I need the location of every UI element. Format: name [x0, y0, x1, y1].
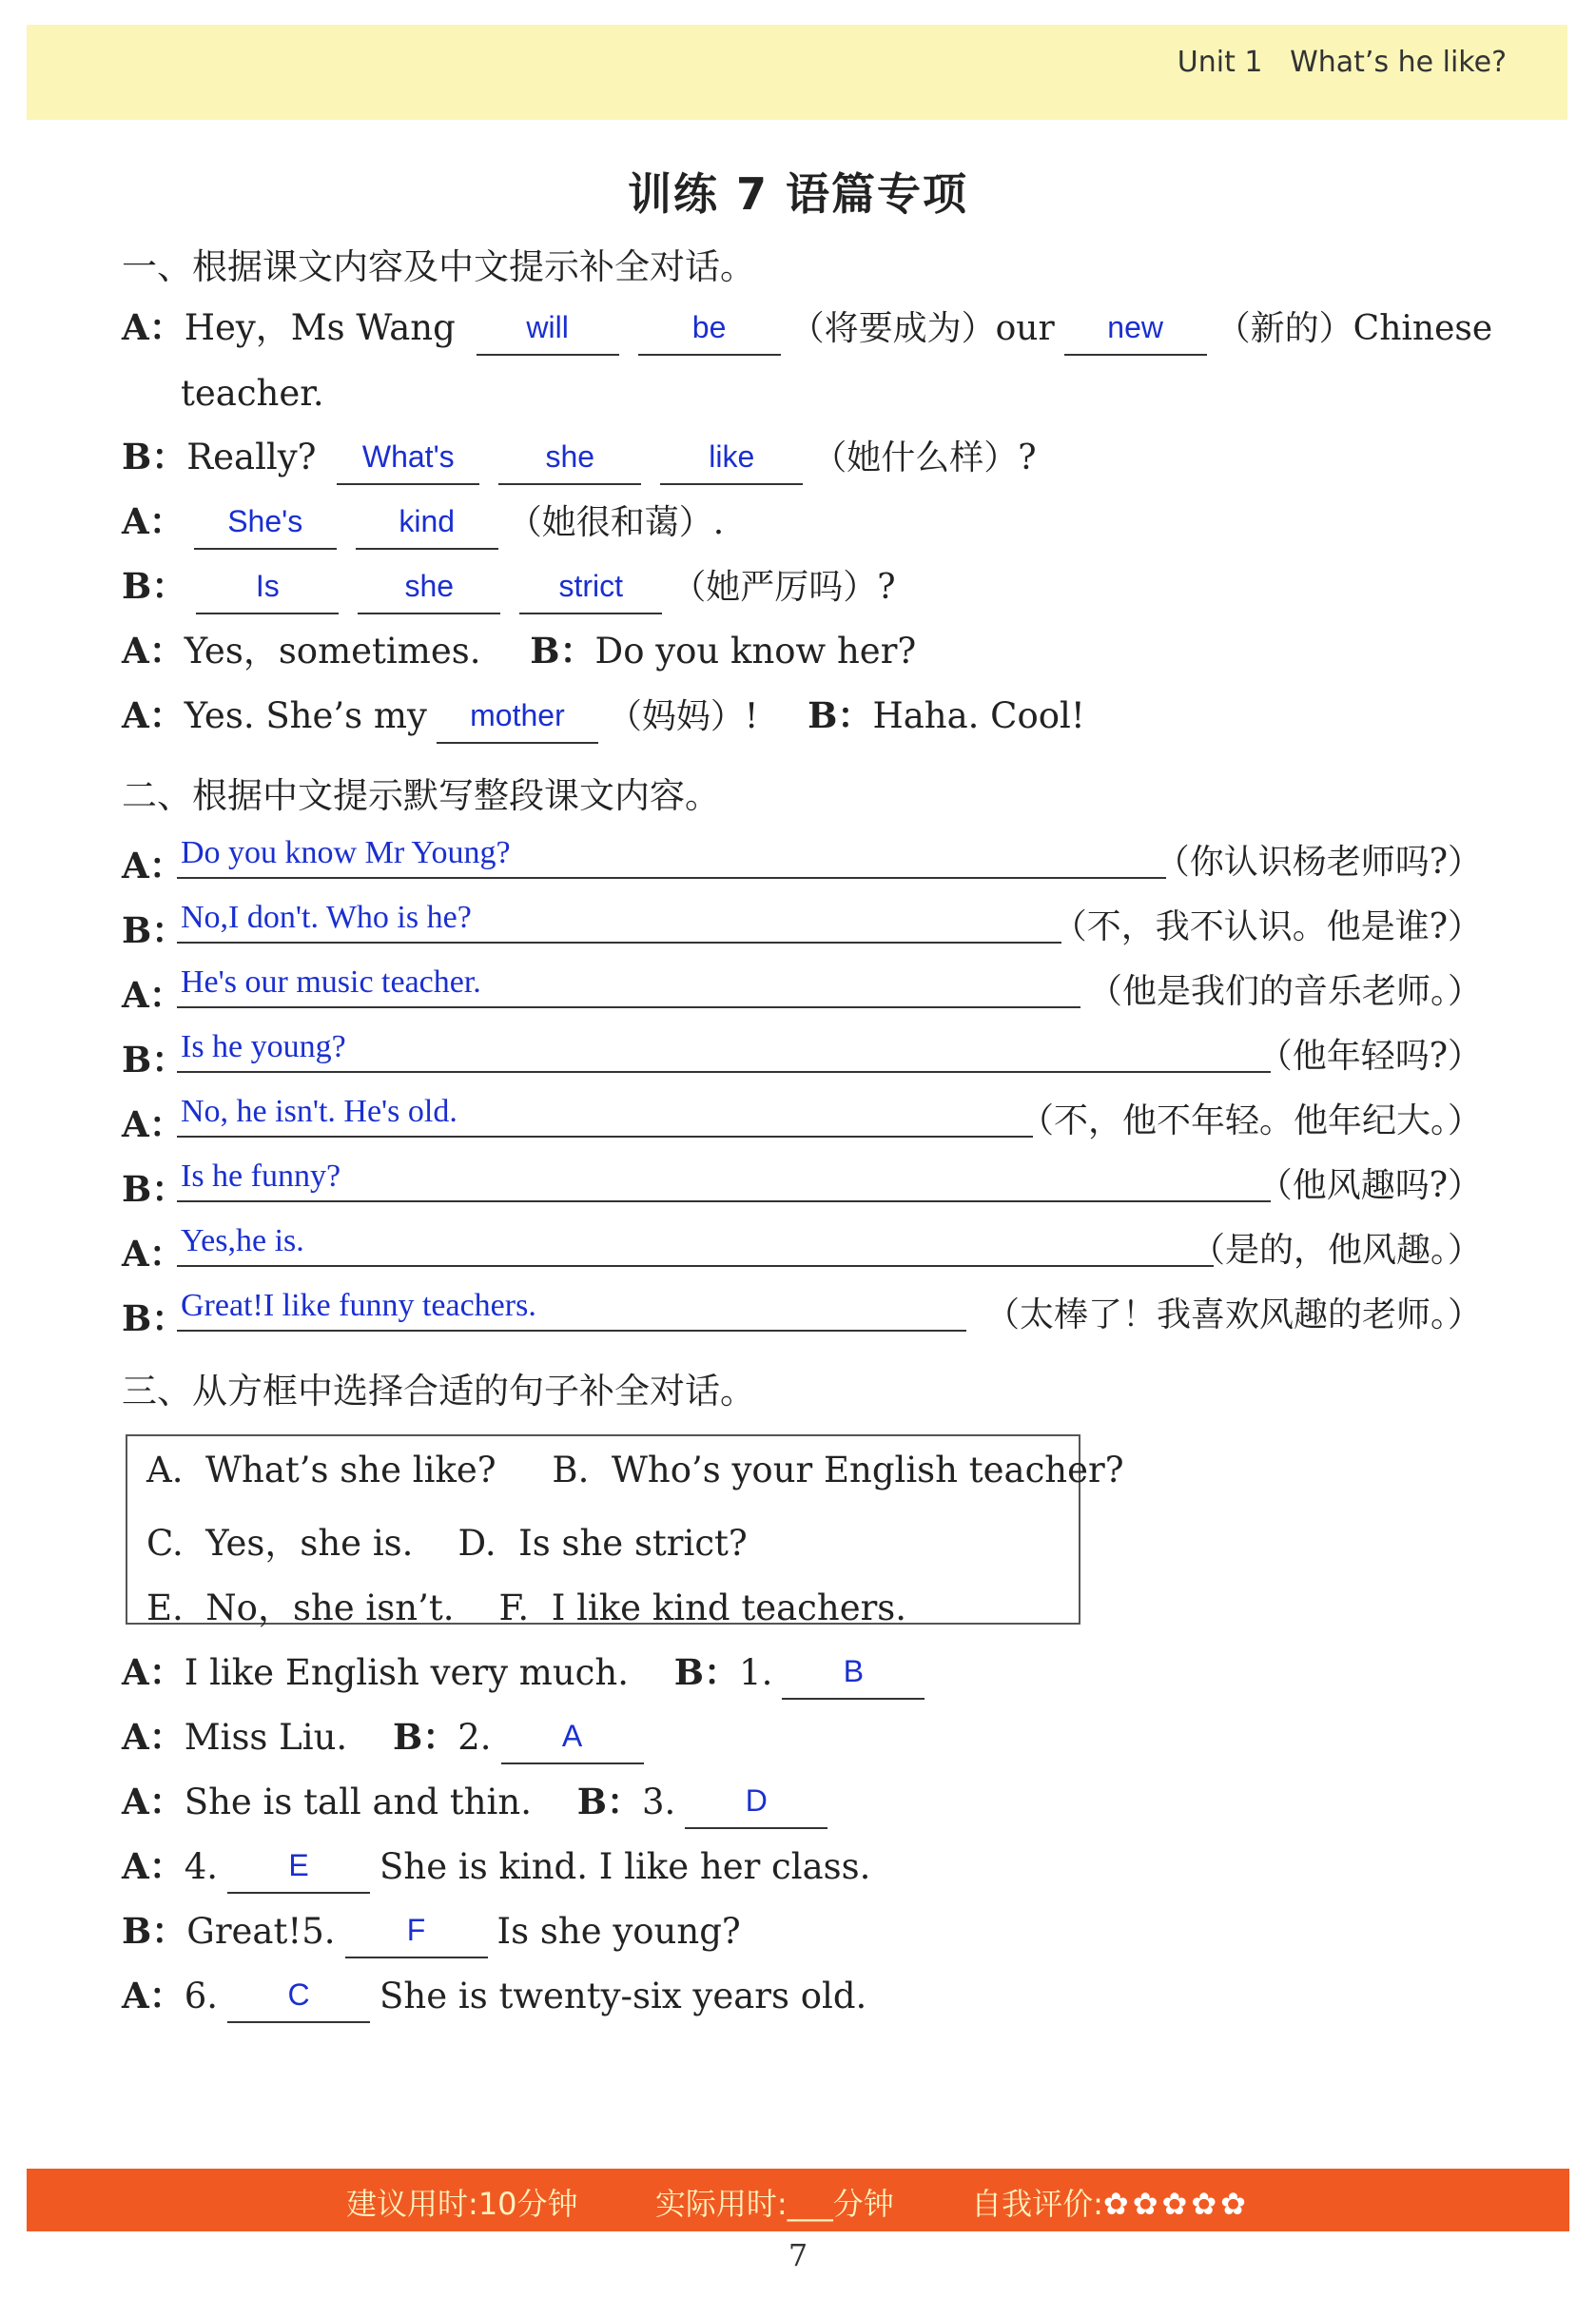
answer-text: Great!I like funny teachers. — [181, 1288, 536, 1323]
speaker-label: A： — [122, 1651, 185, 1693]
answer-text: No, he isn't. He's old. — [181, 1094, 457, 1129]
speaker-label: A： — [122, 694, 185, 736]
answer-text: What's — [361, 439, 455, 474]
answer-text: be — [691, 310, 727, 344]
answer-text: new — [1107, 310, 1163, 344]
line-text: She is tall and thin. — [184, 1782, 532, 1822]
answer-text: mother — [470, 698, 565, 732]
answer-blank[interactable] — [227, 1850, 370, 1894]
speaker-label: A： — [122, 306, 185, 348]
answer-blank[interactable] — [196, 571, 339, 614]
line-text: Yes，sometimes. — [184, 631, 481, 672]
line-text: Yes. She’s my — [184, 695, 427, 736]
speaker-label: B： — [122, 1910, 187, 1952]
hint-text: （是的，他风趣。） — [1190, 1231, 1482, 1270]
answer-text: she — [545, 439, 595, 474]
answer-text: She's — [227, 504, 303, 538]
s1-line-4 — [122, 495, 724, 548]
options-box — [126, 1434, 1124, 1628]
speaker-label: A： — [122, 1716, 185, 1758]
s3-line-2 — [122, 1710, 653, 1763]
answer-blank[interactable] — [358, 571, 500, 614]
hint-text: （太棒了！我喜欢风趣的老师。） — [984, 1295, 1482, 1334]
line-text: Is she young? — [496, 1911, 741, 1952]
hint-text: （她很和蔼）. — [507, 503, 725, 542]
answer-blank[interactable] — [638, 312, 781, 356]
answer-text: B — [843, 1654, 865, 1688]
answer-blank[interactable] — [345, 1915, 488, 1958]
answer-blank[interactable] — [501, 1721, 644, 1764]
speaker-label: A： — [122, 1845, 185, 1887]
answer-line[interactable] — [177, 1217, 1214, 1267]
option-line: A. What’s she like? B. Who’s your English teacher? — [146, 1450, 1124, 1490]
item-number: 1. — [739, 1652, 773, 1693]
option-line: C. Yes，she is. D. Is she strict? — [146, 1523, 748, 1564]
answer-blank[interactable] — [782, 1656, 925, 1700]
answer-line[interactable] — [177, 1153, 1271, 1202]
answer-text: A — [561, 1719, 583, 1753]
answer-text: Yes,he is. — [181, 1223, 304, 1258]
speaker-label: B： — [122, 1039, 187, 1081]
s1-line-7 — [122, 689, 1085, 742]
s3-line-1 — [122, 1646, 934, 1699]
answer-blank[interactable] — [437, 700, 598, 744]
hint-text: （将要成为）our — [789, 309, 1055, 348]
answer-blank[interactable] — [1064, 312, 1207, 356]
speaker-label: B： — [576, 1781, 642, 1822]
answer-text: kind — [399, 504, 456, 538]
s1-line-3 — [122, 430, 1037, 483]
dictation-row — [122, 829, 1482, 886]
speaker-label: B： — [530, 630, 595, 672]
speaker-label: B： — [122, 909, 187, 951]
item-number: 6. — [184, 1976, 219, 2016]
rating-stars-icon[interactable]: ✿✿✿✿✿ — [1102, 2186, 1250, 2222]
line-text: Hey，Ms Wang — [184, 307, 456, 348]
hint-text: （新的）Chinese — [1216, 309, 1493, 348]
running-header — [1178, 46, 1507, 79]
speaker-label: A： — [122, 974, 185, 1016]
s1-line-5 — [122, 559, 896, 613]
line-text: Haha. Cool! — [872, 695, 1085, 736]
speaker-label: A： — [122, 1975, 185, 2016]
answer-text: Is he young? — [181, 1029, 346, 1064]
section3-heading: 三、从方框中选择合适的句子补全对话。 — [122, 1371, 755, 1412]
unit-label: Unit 1 — [1177, 46, 1263, 79]
actual-time: 实际用时:___分钟 — [654, 2186, 894, 2222]
answer-text: strict — [558, 569, 624, 603]
hint-text: （不，我不认识。他是谁?） — [1052, 907, 1482, 946]
dictation-row — [122, 1023, 1482, 1081]
speaker-label: B： — [122, 565, 187, 607]
speaker-label: B： — [392, 1716, 458, 1758]
speaker-label: A： — [122, 845, 185, 886]
answer-blank[interactable] — [227, 1979, 370, 2023]
hint-text: （妈妈）! — [607, 697, 759, 736]
answer-blank[interactable] — [519, 571, 662, 614]
dictation-row — [122, 894, 1482, 951]
line-text: Miss Liu. — [184, 1717, 348, 1758]
answer-text: He's our music teacher. — [181, 964, 481, 1000]
answer-blank[interactable] — [660, 441, 803, 485]
line-text: She is kind. I like her class. — [380, 1846, 871, 1887]
hint-text: （他是我们的音乐老师。） — [1087, 972, 1482, 1011]
s1-line-6 — [122, 624, 916, 677]
speaker-label: B： — [122, 1297, 187, 1339]
answer-blank[interactable] — [498, 441, 641, 485]
dictation-row — [122, 1088, 1482, 1145]
hint-text: （她严厉吗）? — [671, 568, 896, 607]
answer-blank[interactable] — [685, 1785, 827, 1829]
s1-line-2: teacher. — [181, 373, 324, 414]
speaker-label: B： — [122, 436, 187, 477]
dictation-row — [122, 1282, 1482, 1339]
speaker-label: B： — [808, 694, 873, 736]
hint-text: （她什么样）? — [812, 438, 1037, 477]
hint-text: （你认识杨老师吗?） — [1155, 843, 1482, 882]
speaker-label: A： — [122, 1103, 185, 1145]
hint-text: （不，他不年轻。他年纪大。） — [1019, 1101, 1482, 1140]
speaker-label: A： — [122, 1233, 185, 1275]
answer-text: E — [288, 1848, 309, 1882]
speaker-label: B： — [122, 1168, 187, 1210]
line-text: She is twenty-six years old. — [380, 1976, 867, 2016]
hint-text: （他风趣吗?） — [1257, 1166, 1482, 1205]
dictation-row — [122, 959, 1482, 1016]
page-title: 训练 7 语篇专项 — [627, 168, 969, 220]
answer-text: F — [406, 1913, 426, 1947]
item-number: 2. — [457, 1717, 492, 1758]
answer-blank[interactable] — [477, 312, 619, 356]
hint-text: （他年轻吗?） — [1257, 1037, 1482, 1076]
footer-content — [27, 2180, 1569, 2224]
answer-blank[interactable] — [194, 506, 337, 550]
section2-heading: 二、根据中文提示默写整段课文内容。 — [122, 775, 720, 816]
dictation-row — [122, 1153, 1482, 1210]
item-number: 5. — [302, 1911, 336, 1952]
answer-blank[interactable] — [337, 441, 479, 485]
answer-text: C — [287, 1977, 310, 2012]
s3-line-3 — [122, 1775, 837, 1828]
item-number: 3. — [642, 1782, 676, 1822]
answer-text: Is — [255, 569, 280, 603]
dictation-row — [122, 1217, 1482, 1275]
unit-topic: What’s he like? — [1290, 46, 1507, 79]
line-text: Great! — [186, 1911, 302, 1952]
self-eval-label: 自我评价: — [971, 2186, 1103, 2222]
line-text: I like English very much. — [184, 1652, 629, 1693]
footer-bar — [27, 2169, 1569, 2231]
answer-text: like — [709, 439, 755, 474]
page-number: 7 — [788, 2237, 808, 2273]
line-text: Do you know her? — [594, 631, 917, 672]
s3-line-6 — [122, 1969, 866, 2022]
s3-line-4 — [122, 1840, 870, 1893]
answer-blank[interactable] — [356, 506, 498, 550]
answer-text: will — [526, 310, 569, 344]
speaker-label: A： — [122, 630, 185, 672]
option-line: E. No，she isn’t. F. I like kind teachers. — [146, 1587, 907, 1628]
answer-text: D — [745, 1783, 768, 1818]
line-text: Really? — [186, 437, 317, 477]
answer-text: No,I don't. Who is he? — [181, 900, 472, 935]
answer-text: Is he funny? — [181, 1159, 341, 1194]
speaker-label: B： — [673, 1651, 740, 1693]
s1-line-1 — [122, 301, 1492, 354]
suggested-time: 建议用时:10分钟 — [346, 2186, 578, 2222]
speaker-label: A： — [122, 500, 185, 542]
section1-heading: 一、根据课文内容及中文提示补全对话。 — [122, 246, 755, 287]
speaker-label: A： — [122, 1781, 185, 1822]
answer-text: Do you know Mr Young? — [181, 835, 511, 870]
answer-text: she — [404, 569, 455, 603]
s3-line-5 — [122, 1904, 741, 1957]
item-number: 4. — [184, 1846, 219, 1887]
